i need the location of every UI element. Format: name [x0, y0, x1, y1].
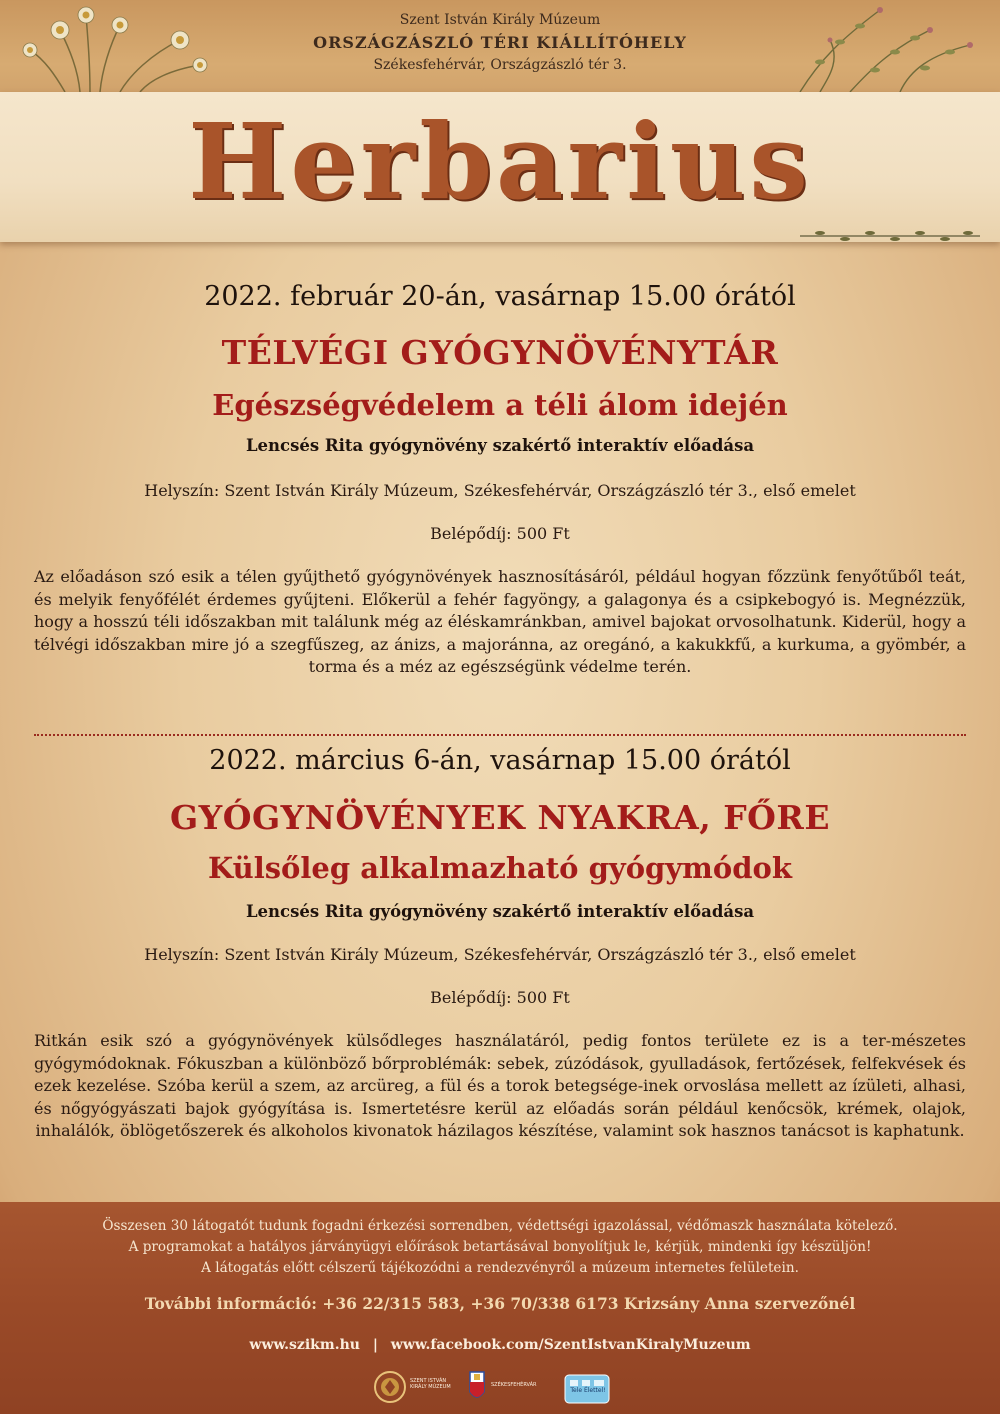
tele-elettel-logo-text: Tele Élettel!: [570, 1387, 606, 1394]
herb-sprig-decoration: [800, 228, 980, 242]
facebook-link[interactable]: www.facebook.com/SzentIstvanKiralyMuzeum: [390, 1337, 751, 1353]
event-1-description: Az előadáson szó esik a télen gyűjthető gyógynövények hasznosításáról, például hogyan főzzünk fenyőtűből teát, és melyik fenyőfélét érdemes gyűjteni. Előkerül a fehér fagyöngy, a galagonya és a csipkebogyó is. Megnézzük, hogy a hosszú téli időszakban mit találunk még az éléskamránkban, amivel bajokat orvosolhatunk. Kiderül, hogy a télvégi időszakban mire jó a szegfűszeg, az ánizs, a majoránna, az oregánó, a kakukkfű, a kurkuma, a gyömbér, a torma és a méz az egészségünk védelme terén.: [34, 567, 966, 676]
footer: [0, 1202, 1000, 1414]
museum-logo-text: SZENT ISTVÁN KIRÁLY MÚZEUM: [410, 1378, 451, 1390]
title-banner: [0, 92, 1000, 242]
header: [0, 0, 1000, 92]
event-2-title: GYÓGYNÖVÉNYEK NYAKRA, FŐRE: [169, 798, 830, 837]
visitor-note: A látogatás előtt célszerű tájékozódni a rendezvényről a múzeum internetes felületein.: [201, 1260, 799, 1276]
visitor-note: A programokat a hatályos járványügyi előírások betartásával bonyolítjuk le, kérjük, mindenki így készüljön!: [128, 1239, 872, 1255]
museum-name: Szent István Király Múzeum: [399, 12, 601, 28]
event-2-fee: Belépődíj: 500 Ft: [430, 988, 570, 1007]
visitor-notes: [0, 1216, 1000, 1279]
museum-logo: [373, 1370, 407, 1404]
event-2-subtitle: Külsőleg alkalmazható gyógymódok: [208, 851, 792, 885]
event-2-description: Ritkán esik szó a gyógynövények külsődleges használatáról, pedig fontos területe ez is a ter-mészetes gyógymódoknak. Fókuszban a különböző bőrproblémák: sebek, zúzódások, gyulladások, fertőzések, felfekvések és ezek kezelése. Szóba kerül a szem, az arcüreg, a fül és a torok betegsége-inek orvoslása mellett az ízületi, alhasi, és nőgyógyászati bajok gyógyítása is. Ismertetésre kerül az előadás során például kenőcsök, krémek, olajok, inhalálók, öblögetőszerek és alkoholos kivonatok házilagos készítése, valamint sok hasznos tanácsot is kaphatunk.: [34, 1031, 966, 1140]
event-2-lecturer: Lencsés Rita gyógynövény szakértő interaktív előadása: [245, 902, 755, 921]
section-divider: [34, 734, 966, 736]
event-1-date: 2022. február 20-án, vasárnap 15.00 órától: [204, 281, 796, 312]
partner-logos: [0, 1370, 1000, 1404]
event-1-fee: Belépődíj: 500 Ft: [430, 524, 570, 543]
visitor-note: Összesen 30 látogatót tudunk fogadni érkezési sorrendben, védettségi igazolással, védőmaszk használata kötelező.: [102, 1218, 898, 1234]
contact-info: További információ: +36 22/315 583, +36 70/338 6173 Krizsány Anna szervezőnél: [144, 1294, 856, 1313]
website-link[interactable]: www.szikm.hu: [249, 1337, 360, 1353]
event-1-lecturer: Lencsés Rita gyógynövény szakértő interaktív előadása: [245, 436, 755, 455]
event-2-location: Helyszín: Szent István Király Múzeum, Székesfehérvár, Országzászló tér 3., első emelet: [144, 945, 856, 964]
event-1-location: Helyszín: Szent István Király Múzeum, Székesfehérvár, Országzászló tér 3., első emelet: [144, 481, 856, 500]
web-links: [0, 1337, 1000, 1353]
city-logo-text: SZÉKESFEHÉRVÁR: [491, 1382, 537, 1388]
event-2-date: 2022. március 6-án, vasárnap 15.00 órától: [209, 745, 791, 776]
link-separator: |: [372, 1337, 378, 1353]
venue-address: Székesfehérvár, Országzászló tér 3.: [373, 57, 627, 73]
poster-title: Herbarius: [188, 100, 812, 223]
event-1-subtitle: Egészségvédelem a téli álom idején: [212, 388, 788, 422]
event-1-title: TÉLVÉGI GYÓGYNÖVÉNYTÁR: [221, 333, 779, 372]
venue-name: ORSZÁGZÁSZLÓ TÉRI KIÁLLÍTÓHELY: [313, 33, 687, 52]
city-logo: [466, 1370, 488, 1404]
